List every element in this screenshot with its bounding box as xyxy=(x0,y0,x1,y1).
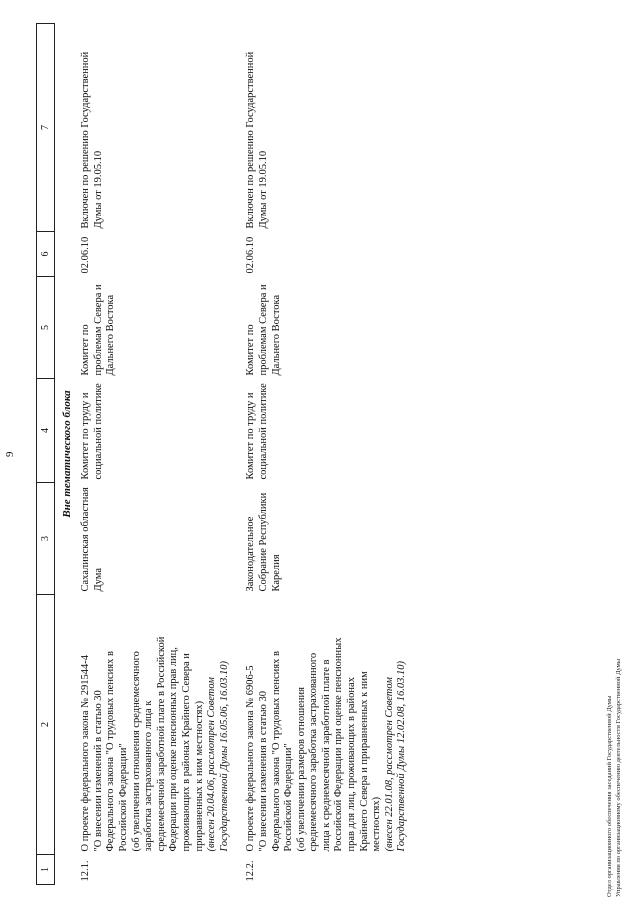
page-number: 9 xyxy=(4,451,16,457)
bill-line: (об увеличении размеров отношения xyxy=(295,687,307,852)
column-number: 4 xyxy=(37,379,55,483)
bill-line: Федерации при оценке пенсионных прав лиц, xyxy=(168,647,180,852)
column-number: 5 xyxy=(37,277,55,379)
footer xyxy=(606,659,624,897)
bill-line: приравненных к ним местностях) xyxy=(193,700,205,852)
co-committee: Комитет по труду и социальной политике xyxy=(245,383,269,480)
scheduled-date: 02.06.10 xyxy=(245,236,257,274)
footer-department: Отдел организационного обеспечения заседаний Государственной Думы xyxy=(606,695,613,897)
section-title: Вне тематического блока xyxy=(61,390,73,518)
bill-line: проживающих в районах Крайнего Севера и xyxy=(180,653,192,852)
bill-author: Законодательное Собрание Республики Карелия xyxy=(245,492,282,592)
table-row xyxy=(245,24,423,885)
bill-line: Федерального закона "О трудовых пенсиях в xyxy=(270,651,282,852)
bill-line: лица к среднемесячной заработной плате в xyxy=(320,659,332,852)
bill-line: Российской Федерации" xyxy=(117,743,129,852)
column-number: 6 xyxy=(37,232,55,277)
bill-line: Российской Федерации" xyxy=(283,743,295,852)
column-number-row xyxy=(37,24,55,885)
item-number: 12.1. xyxy=(80,860,92,882)
bill-line: О проекте федерального закона № 6906-5 xyxy=(245,665,257,852)
bill-line: "О внесении изменений в статью 30 xyxy=(92,690,104,852)
footer-directorate: Управления по организационному обеспечению деятельности Государственной Думы xyxy=(614,658,622,897)
scheduled-date: 02.06.10 xyxy=(80,236,92,274)
bill-line: среднемесячного заработка застрахованного xyxy=(308,652,320,852)
bill-line: (об увеличении отношения среднемесячного xyxy=(130,651,142,852)
bill-author: Сахалинская областная Дума xyxy=(80,487,104,592)
bill-line: О проекте федерального закона № 291544-4 xyxy=(80,654,92,852)
bill-line: Федерального закона "О трудовых пенсиях в xyxy=(105,651,117,852)
bill-line: Российской Федерации при оценке пенсионных xyxy=(333,637,345,852)
column-number: 7 xyxy=(37,24,55,232)
bill-description xyxy=(80,595,245,855)
bill-history-note: (внесен 22.01.08, рассмотрен Советом Государственной Думы 12.02.08, 16.03.10) xyxy=(383,661,408,852)
table-row xyxy=(80,24,245,885)
column-number: 3 xyxy=(37,483,55,595)
bill-history-note: (внесен 20.04.06, рассмотрен Советом Государственной Думы 16.05.06, 16.03.10) xyxy=(206,661,230,852)
co-committee: Комитет по труду и социальной политике xyxy=(80,383,104,480)
bill-line: местностях) xyxy=(371,796,383,852)
agenda-table xyxy=(36,23,423,885)
column-number: 2 xyxy=(37,595,55,855)
bill-line: прав для лиц, проживающих в районах xyxy=(346,677,358,852)
bill-description xyxy=(245,595,423,855)
bill-line: заработка застрахованного лица к xyxy=(143,700,155,852)
bill-line: среднемесячной заработной плате в Российской xyxy=(155,636,167,852)
lead-committee: Комитет по проблемам Севера и Дальнего Востока xyxy=(80,284,117,376)
bill-line: "О внесении изменения в статью 30 xyxy=(257,690,269,852)
bill-line: Крайнего Севера и приравненных к ним xyxy=(358,671,370,852)
column-number: 1 xyxy=(37,855,55,885)
inclusion-note: Включен по решению Государственной Думы от 19.05.10 xyxy=(245,51,269,229)
lead-committee: Комитет по проблемам Севера и Дальнего Востока xyxy=(245,284,282,376)
section-row xyxy=(55,24,81,885)
inclusion-note: Включен по решению Государственной Думы от 19.05.10 xyxy=(80,51,104,229)
item-number: 12.2. xyxy=(245,860,257,882)
